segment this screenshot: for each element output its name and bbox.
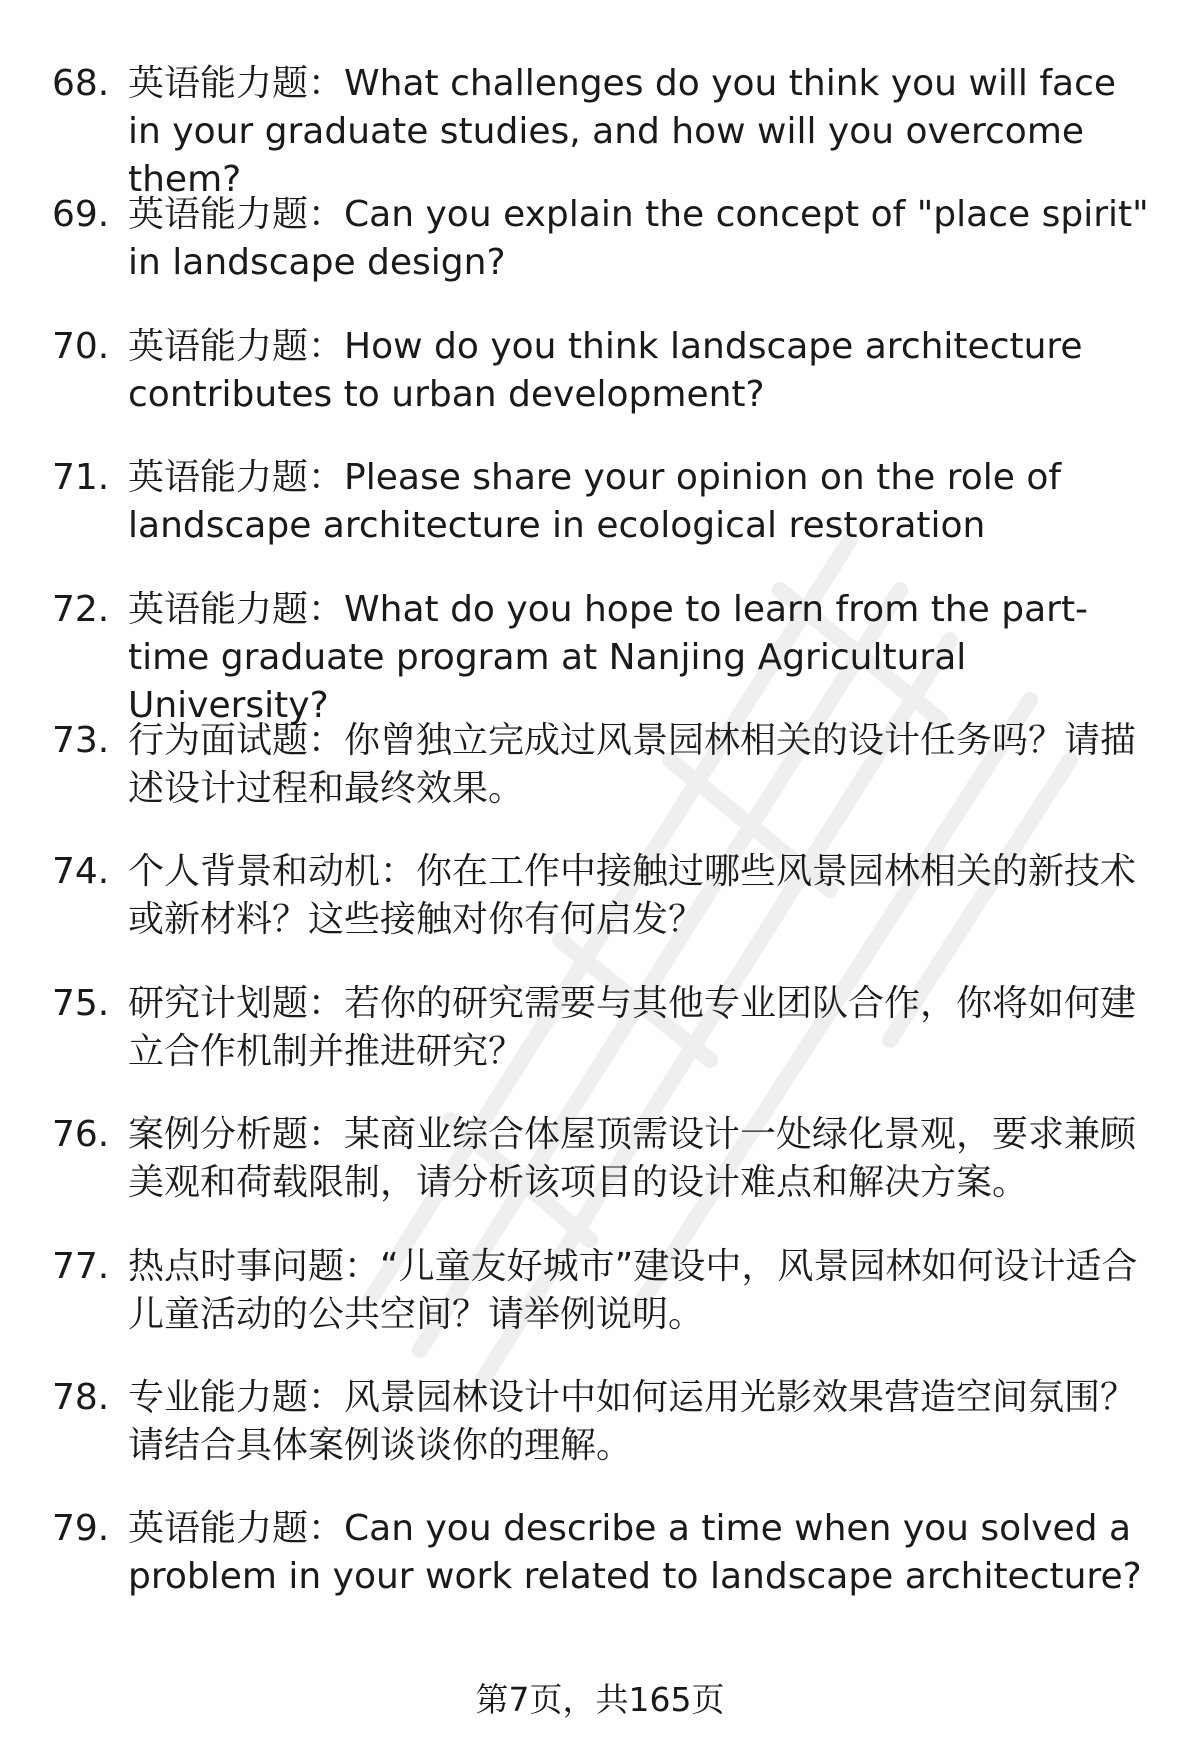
question-category: 英语能力题 ： [128,194,344,235]
question-category: 案例分析题 ： [128,1114,344,1155]
list-item [0,717,1200,848]
question-body [128,1111,1158,1207]
question-text: 风景园林设计中如何运用光影效果营造空间氛围？请结合具体案例谈谈你的理解。 [128,1376,1137,1466]
question-number: 70. [52,325,110,367]
question-text: 若你的研究需要与其他专业团队合作，你将如何建立合作机制并推进研究？ [128,982,1137,1072]
list-item [0,848,1200,979]
question-category: 研究计划题 ： [128,983,344,1024]
question-category: 专业能力题 ： [128,1377,344,1418]
question-number: 79. [52,1508,110,1550]
question-category: 英语能力题 ： [128,63,344,104]
question-body [128,191,1158,287]
question-text: What do you hope to learn from the part-time graduate program at Nanjing Agricultural University? [128,588,1089,726]
question-number: 71. [52,457,110,499]
question-text: Can you describe a time when you solved a problem in your work related to landscape architecture? [128,1508,1142,1598]
page-number-footer: 第7页，共165页 [475,1680,725,1719]
question-body [128,586,1158,730]
question-number: 69. [52,194,110,236]
question-number: 78. [52,1376,110,1418]
question-number: 74. [52,851,110,893]
question-text: Please share your opinion on the role of landscape architecture in ecological restoration [128,457,1062,547]
question-body [128,1243,1158,1339]
question-category: 行为面试题 ： [128,720,344,761]
question-body [128,60,1158,204]
question-category: 英语能力题 ： [128,589,344,630]
question-category: 热点时事问题 ： [128,1246,380,1287]
question-text: 你在工作中接触过哪些风景园林相关的新技术或新材料？这些接触对你有何启发？ [128,851,1137,941]
question-number: 75. [52,982,110,1024]
question-body [128,1505,1158,1601]
list-item [0,1505,1200,1636]
list-item [0,191,1200,322]
question-text: What challenges do you think you will face in your graduate studies, and how will you overcome them? [128,63,1117,200]
question-body [128,848,1158,944]
question-text: 某商业综合体屋顶需设计一处绿化景观，要求兼顾美观和荷载限制，请分析该项目的设计难点和解决方案。 [128,1114,1137,1204]
question-number: 72. [52,588,110,630]
list-item [0,1374,1200,1505]
question-category: 英语能力题 ： [128,457,344,498]
list-item [0,454,1200,585]
list-item [0,1111,1200,1242]
list-item [0,980,1200,1111]
question-number: 76. [52,1114,110,1156]
question-text: How do you think landscape architecture contributes to urban development? [128,325,1083,415]
question-category: 英语能力题 ： [128,326,344,367]
question-text: 你曾独立完成过风景园林相关的设计任务吗？请描述设计过程和最终效果。 [128,719,1137,809]
question-number: 68. [52,63,110,104]
question-number: 77. [52,1245,110,1287]
list-item [0,1243,1200,1374]
question-text: “儿童友好城市”建设中，风景园林如何设计适合儿童活动的公共空间？请举例说明。 [128,1245,1138,1335]
question-body [128,1374,1158,1470]
question-list [0,60,1200,1637]
question-category: 英语能力题 ： [128,1508,344,1549]
question-body [128,980,1158,1076]
question-text: Can you explain the concept of "place spirit" in landscape design? [128,194,1149,284]
list-item [0,586,1200,726]
question-body [128,323,1158,419]
question-body [128,454,1158,550]
question-number: 73. [52,719,110,761]
list-item [0,60,1200,200]
question-body [128,717,1158,813]
question-category: 个人背景和动机 ： [128,851,416,892]
list-item [0,323,1200,454]
